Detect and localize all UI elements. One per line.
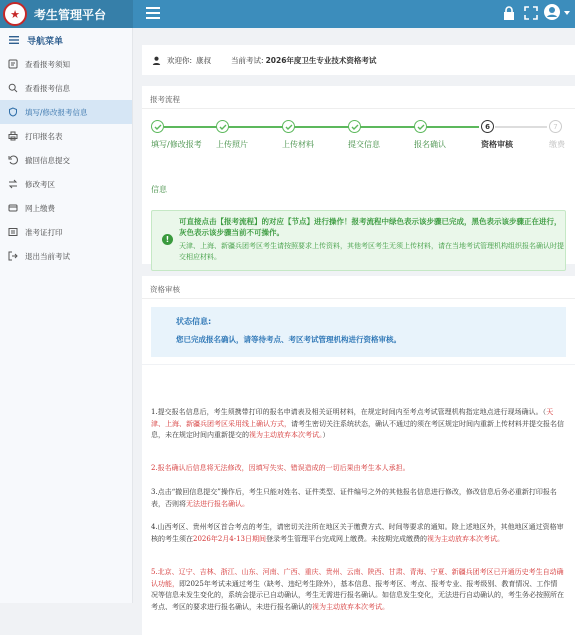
app-title: 考生管理平台: [34, 7, 107, 22]
check-icon: [219, 123, 227, 131]
note-3: 3.点击“撤回信息提交”操作后，考生只能对姓名、证件类型、证件编号之外的其他报名信息进行修改，修改信息后务必重新打印报名表，否则将无法进行报名确认。: [151, 488, 557, 508]
sidebar-item-label: 撤回信息提交: [25, 155, 70, 165]
note-5: 5.北京、辽宁、吉林、浙江、山东、河南、广西、重庆、贵州、云南、陕西、甘肃、青海、宁夏、新疆兵团考区已开通历史考生自动确认功能，即2025年考试未通过考生（缺考、违纪考生除外），基本信息、报考考区、考点、报考专业、报考级别、教育情况、工作情况等信息未发生变化的，系统会提示已自动确认，考生无需进行报名确认。如信息发生变化，无法进行自动确认的，考生务必按照所在考点、考区的要求进行报名确认，未进行报名确认的视为主动放弃本次考试。: [151, 568, 564, 611]
step-1-node[interactable]: [151, 120, 164, 133]
step-3-node[interactable]: [282, 120, 295, 133]
review-panel: [142, 276, 575, 364]
alert-upload-note: 天津、上海、新疆兵团考区考生请按照要求上传资料，其他考区考生无须上传材料，请在当地考试管理机构组织报名确认时提交相应材料。: [179, 242, 564, 261]
sidebar-item-exit-exam[interactable]: [0, 244, 132, 268]
welcome-bar: [142, 45, 575, 75]
sidebar-item-label: 填写/修改报考信息: [25, 107, 88, 117]
exam-label: 当前考试:: [231, 55, 264, 65]
check-icon: [351, 123, 359, 131]
sidebar-item-label: 修改考区: [25, 179, 55, 189]
sidebar-item-view-info[interactable]: [0, 76, 132, 100]
alert-icon: !: [162, 234, 173, 245]
sidebar-item-withdraw[interactable]: [0, 148, 132, 172]
fullscreen-icon[interactable]: [524, 6, 538, 20]
sidebar: [0, 28, 133, 603]
check-icon: [154, 123, 162, 131]
step-2-label[interactable]: 上传照片: [216, 140, 248, 149]
top-header: [0, 0, 575, 28]
step-progress: [142, 109, 575, 164]
id-card-icon: [8, 227, 18, 237]
step-4-node[interactable]: [348, 120, 361, 133]
sidebar-item-label: 网上缴费: [25, 203, 55, 213]
sidebar-item-payment[interactable]: [0, 196, 132, 220]
emblem-glyph: ★: [10, 7, 20, 21]
printer-icon: [8, 131, 18, 141]
flow-alert: [151, 210, 566, 271]
shield-icon: [8, 107, 18, 117]
status-text: 您已完成报名确认，请等待考点、考区考试管理机构进行资格审核。: [176, 335, 401, 344]
flow-title: 报考流程: [142, 86, 575, 109]
sidebar-item-label: 打印报名表: [25, 131, 63, 141]
step-7-node: 7: [549, 120, 562, 133]
nav-header: [0, 28, 132, 52]
sidebar-item-print-form[interactable]: [0, 124, 132, 148]
exam-flow-panel: [142, 86, 575, 264]
lock-icon[interactable]: [503, 6, 515, 20]
list-icon: [9, 36, 19, 44]
alert-instructions: 可直接点击【报考流程】的对应【节点】进行操作！报考流程中绿色表示该步骤已完成，黑色表示该步骤正在进行，灰色表示该步骤当前不可操作。: [179, 217, 562, 237]
swap-icon: [8, 179, 18, 189]
menu-toggle-icon[interactable]: [146, 7, 160, 19]
sidebar-item-label: 查看报考信息: [25, 83, 70, 93]
user-avatar-icon[interactable]: [544, 4, 560, 20]
step-4-label[interactable]: 提交信息: [348, 140, 380, 149]
greeting-label: 欢迎你:: [167, 55, 193, 65]
check-icon: [285, 123, 293, 131]
step-5-node[interactable]: [414, 120, 427, 133]
step-6-label[interactable]: 资格审核: [481, 140, 513, 149]
sidebar-item-admission-ticket[interactable]: [0, 220, 132, 244]
review-title: 资格审核: [142, 276, 575, 299]
sidebar-item-label: 查看报考须知: [25, 59, 70, 69]
user-name: 康叔: [196, 55, 212, 65]
info-icon: [8, 59, 18, 69]
step-3-label[interactable]: 上传材料: [282, 140, 314, 149]
step-7-label: 缴费: [549, 140, 565, 149]
exam-name: 2026年度卫生专业技术资格考试: [265, 55, 377, 65]
undo-icon: [8, 155, 18, 165]
status-box: [151, 307, 566, 357]
step-1-label[interactable]: 填写/修改报考: [151, 140, 202, 149]
status-title: 状态信息:: [176, 317, 212, 326]
chevron-down-icon[interactable]: [564, 11, 570, 15]
note-1: 1.提交报名信息后，考生须携带打印的报名申请表及相关证明材料，在规定时间内至考点考试管理机构指定地点进行现场确认。（天津、上海、新疆兵团考区采用线上确认方式，请考生密切关注系统状态，确认不通过的须在考区规定时间内重新上传材料并提交报名信息，未在规定时间内重新提交的视为主动放弃本次考试。）: [151, 408, 564, 439]
logout-icon: [8, 251, 18, 261]
sidebar-item-label: 退出当前考试: [25, 251, 70, 261]
main-content: [133, 28, 575, 611]
step-2-node[interactable]: [216, 120, 229, 133]
step-6-node[interactable]: 6: [481, 120, 494, 133]
sidebar-item-label: 准考证打印: [25, 227, 63, 237]
sidebar-item-change-area[interactable]: [0, 172, 132, 196]
step-5-label[interactable]: 报名确认: [414, 140, 446, 149]
notes-panel: [142, 365, 575, 635]
check-icon: [417, 123, 425, 131]
note-2: 2.报名确认后信息将无法修改，因填写失实、错误造成的一切后果由考生本人承担。: [151, 464, 410, 472]
note-4: 4.山西考区、贵州考区首合考点的考生，请密切关注所在地区关于缴费方式、时间等要求的通知。除上述地区外，其他地区通过资格审核的考生须在2026年2月4-13日期间登录考生管理平台完成网上缴费。未按期完成缴费的视为主动放弃本次考试。: [151, 523, 564, 543]
emblem-icon: [3, 2, 27, 26]
search-icon: [8, 83, 18, 93]
progress-line: [164, 126, 479, 128]
sidebar-item-edit-info[interactable]: [0, 100, 132, 124]
step-1-label-wrap[interactable]: 信息: [151, 185, 167, 194]
app-logo[interactable]: [0, 0, 133, 28]
card-icon: [8, 203, 18, 213]
nav-title: 导航菜单: [27, 36, 64, 47]
user-icon: [152, 56, 161, 65]
progress-line-pending: [495, 126, 547, 128]
sidebar-item-exam-notice[interactable]: [0, 52, 132, 76]
